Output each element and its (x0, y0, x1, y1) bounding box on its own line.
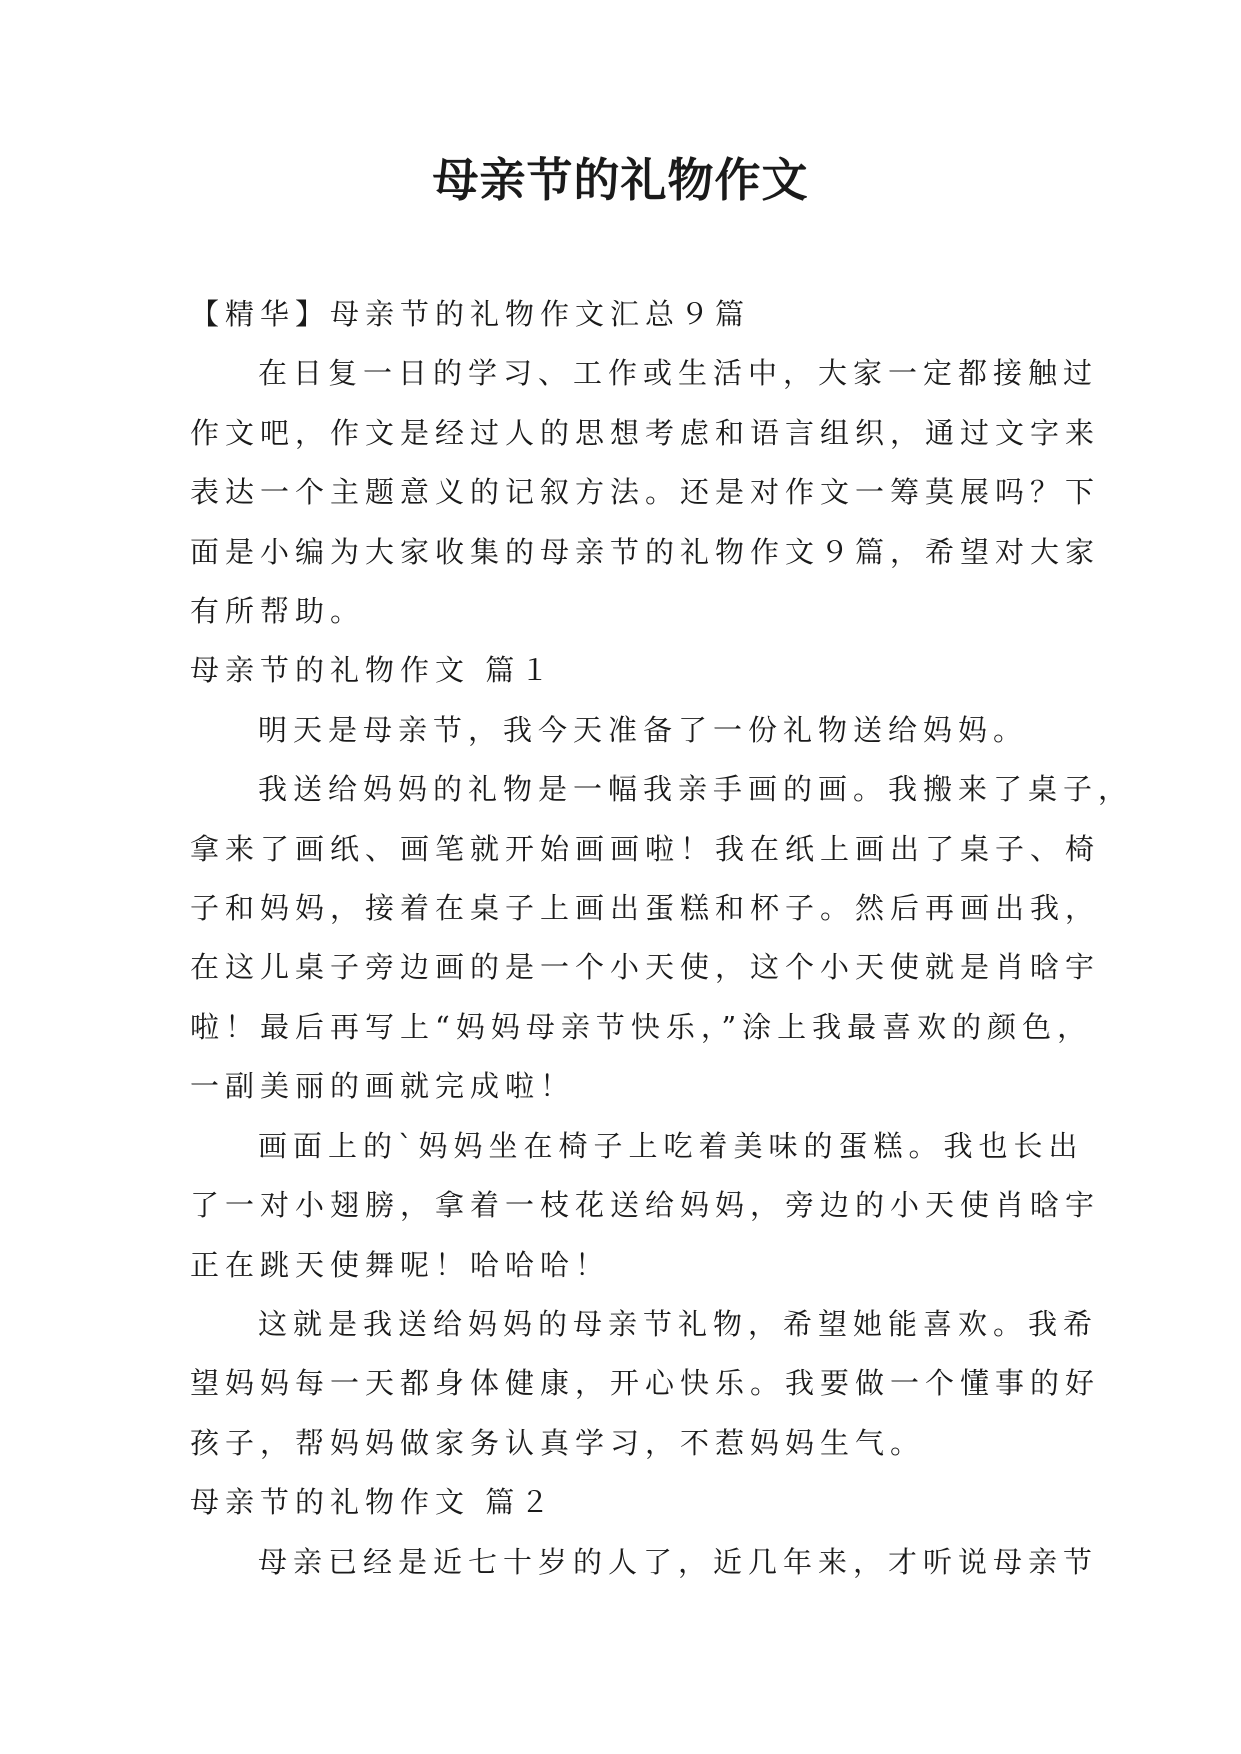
text-line: 我送给妈妈的礼物是一幅我亲手画的画。我搬来了桌子， (258, 772, 1134, 807)
text-line: 母亲已经是近七十岁的人了，近几年来，才听说母亲节 (258, 1544, 1099, 1579)
section-heading: 母亲节的礼物作文 篇１ (190, 653, 556, 688)
section-heading: 母亲节的礼物作文 篇２ (190, 1485, 556, 1520)
text-line: 在日复一日的学习、工作或生活中，大家一定都接触过 (258, 356, 1099, 391)
text-line: 正在跳天使舞呢！哈哈哈！ (190, 1247, 611, 1282)
text-line: 面是小编为大家收集的母亲节的礼物作文９篇，希望对大家 (190, 534, 1101, 569)
text-line: 望妈妈每一天都身体健康，开心快乐。我要做一个懂事的好 (190, 1366, 1101, 1401)
text-line: 子和妈妈，接着在桌子上画出蛋糕和杯子。然后再画出我， (190, 891, 1101, 926)
text-line: 这就是我送给妈妈的母亲节礼物，希望她能喜欢。我希 (258, 1306, 1099, 1341)
text-line: 孩子，帮妈妈做家务认真学习，不惹妈妈生气。 (190, 1425, 926, 1460)
text-line: 画面上的`妈妈坐在椅子上吃着美味的蛋糕。我也长出 (258, 1128, 1084, 1163)
text-line: 【精华】母亲节的礼物作文汇总９篇 (190, 297, 751, 331)
text-line: 啦！最后再写上“妈妈母亲节快乐，”涂上我最喜欢的颜色， (190, 1009, 1093, 1044)
document-body (190, 285, 1134, 1592)
text-line: 了一对小翅膀，拿着一枝花送给妈妈，旁边的小天使肖晗宇 (190, 1188, 1101, 1223)
text-line: 在这儿桌子旁边画的是一个小天使，这个小天使就是肖晗宇 (190, 950, 1101, 985)
text-line: 有所帮助。 (190, 594, 366, 629)
text-line: 一副美丽的画就完成啦！ (190, 1069, 576, 1104)
text-line: 表达一个主题意义的记叙方法。还是对作文一筹莫展吗？下 (190, 475, 1101, 510)
text-line: 拿来了画纸、画笔就开始画画啦！我在纸上画出了桌子、椅 (190, 831, 1101, 866)
text-line: 作文吧，作文是经过人的思想考虑和语言组织，通过文字来 (190, 415, 1101, 450)
text-line: 明天是母亲节，我今天准备了一份礼物送给妈妈。 (258, 712, 1029, 747)
document-title: 母亲节的礼物作文 (432, 153, 809, 207)
